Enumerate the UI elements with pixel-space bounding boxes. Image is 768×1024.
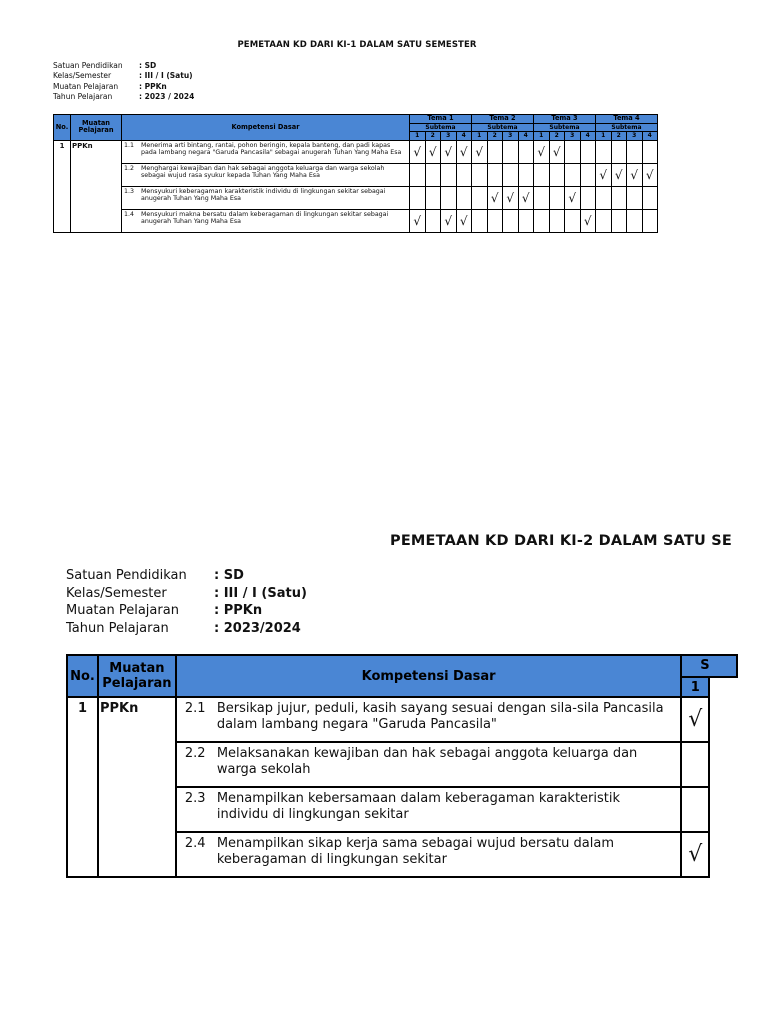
- header-subnum: 2: [611, 132, 627, 141]
- kompetensi-cell: [122, 209, 410, 232]
- checkmark-cell: √: [441, 209, 457, 232]
- row-number: 1: [54, 140, 71, 232]
- empty-cell: [456, 163, 472, 186]
- info-value: : PPKn: [214, 603, 263, 619]
- checkmark-cell: √: [534, 140, 550, 163]
- header-subnum: 1: [534, 132, 550, 141]
- kd-number: 2.2: [184, 746, 206, 761]
- header-subnum: 1: [472, 132, 488, 141]
- empty-cell: [681, 787, 709, 832]
- empty-cell: [580, 140, 596, 163]
- header-subnum: 3: [565, 132, 581, 141]
- info-label: Muatan Pelajaran: [53, 81, 119, 91]
- empty-cell: [611, 186, 627, 209]
- empty-cell: [611, 209, 627, 232]
- empty-cell: [503, 140, 519, 163]
- empty-cell: [580, 163, 596, 186]
- header-muatan: Muatan Pelajaran: [98, 655, 176, 697]
- kd-text: Menampilkan kebersamaan dalam keberagaman karakteristik individu di lingkungan sekitar: [216, 791, 621, 822]
- header-subtema: Subtema: [472, 123, 534, 132]
- kd-text: Menampilkan sikap kerja sama sebagai wujud bersatu dalam keberagaman di lingkungan sekitar: [216, 836, 615, 867]
- table-row: [54, 140, 658, 163]
- empty-cell: [487, 163, 503, 186]
- cutoff-cell: [709, 697, 737, 742]
- info-label: Tahun Pelajaran: [66, 621, 169, 637]
- info-value: : PPKn: [139, 81, 167, 91]
- kompetensi-cell: [122, 186, 410, 209]
- info-value: : SD: [139, 61, 157, 70]
- checkmark-cell: √: [681, 697, 709, 742]
- kd-text: Melaksanakan kewajiban dan hak sebagai anggota keluarga dan warga sekolah: [216, 746, 638, 777]
- header-no: No.: [67, 655, 98, 697]
- ki1-table: [53, 114, 658, 233]
- header-subtema: Subtema: [534, 123, 596, 132]
- kd-text: Mensyukuri makna bersatu dalam keberagaman di lingkungan sekitar sebagai anugerah Tuhan Yang Maha Esa: [141, 210, 389, 225]
- row-number: 1: [67, 697, 98, 877]
- empty-cell: [518, 209, 534, 232]
- checkmark-cell: √: [410, 209, 426, 232]
- kd-number: 2.1: [184, 701, 206, 716]
- empty-cell: [534, 209, 550, 232]
- empty-cell: [410, 186, 426, 209]
- header-cutoff: [709, 677, 737, 697]
- table-row: [54, 209, 658, 232]
- info-value: : SD: [214, 568, 244, 583]
- empty-cell: [596, 209, 612, 232]
- info-label: Satuan Pendidikan: [66, 568, 187, 583]
- header-kompetensi: Kompetensi Dasar: [122, 115, 410, 141]
- header-subnum: 2: [549, 132, 565, 141]
- header-subnum: 2: [487, 132, 503, 141]
- kd-number: 1.3: [124, 187, 135, 195]
- empty-cell: [627, 209, 643, 232]
- checkmark-cell: √: [580, 209, 596, 232]
- empty-cell: [503, 163, 519, 186]
- empty-cell: [627, 140, 643, 163]
- header-tema-4: Tema 4: [596, 115, 658, 124]
- header-subnum: 3: [503, 132, 519, 141]
- row-muatan: PPKn: [71, 140, 122, 232]
- info-value: : 2023 / 2024: [139, 91, 195, 101]
- info-row-tahun: [66, 620, 307, 638]
- cutoff-cell: [709, 787, 737, 832]
- header-no: No.: [54, 115, 71, 141]
- ki2-info-block: [66, 567, 307, 638]
- info-row-muatan: [66, 602, 307, 620]
- table-row: [54, 186, 658, 209]
- info-label: Kelas/Semester: [66, 585, 167, 601]
- empty-cell: [565, 209, 581, 232]
- empty-cell: [534, 163, 550, 186]
- empty-cell: [549, 163, 565, 186]
- info-value: : 2023/2024: [214, 621, 301, 637]
- table-row: [54, 163, 658, 186]
- checkmark-cell: √: [565, 186, 581, 209]
- empty-cell: [642, 209, 658, 232]
- info-row-tahun: [53, 92, 194, 102]
- kd-number: 1.2: [124, 164, 135, 172]
- empty-cell: [549, 209, 565, 232]
- empty-cell: [441, 163, 457, 186]
- checkmark-cell: √: [642, 163, 658, 186]
- empty-cell: [425, 163, 441, 186]
- header-subnum: 3: [441, 132, 457, 141]
- empty-cell: [596, 140, 612, 163]
- kompetensi-cell: [176, 787, 681, 832]
- info-label: Kelas/Semester: [53, 71, 112, 81]
- checkmark-cell: √: [549, 140, 565, 163]
- ki2-table-viewport: [66, 654, 738, 894]
- info-row-kelas: [53, 71, 194, 81]
- empty-cell: [596, 186, 612, 209]
- header-subnum: 1: [596, 132, 612, 141]
- info-row-kelas: [66, 585, 307, 603]
- header-subnum: 4: [456, 132, 472, 141]
- checkmark-cell: √: [503, 186, 519, 209]
- empty-cell: [425, 209, 441, 232]
- header-subnum: 4: [642, 132, 658, 141]
- empty-cell: [580, 186, 596, 209]
- empty-cell: [487, 209, 503, 232]
- header-subtema-partial: S: [681, 655, 737, 677]
- ki2-mapping-sheet: [0, 520, 768, 900]
- kompetensi-cell: [122, 163, 410, 186]
- checkmark-cell: √: [611, 163, 627, 186]
- kd-number: 2.3: [184, 791, 206, 806]
- empty-cell: [642, 186, 658, 209]
- checkmark-cell: √: [627, 163, 643, 186]
- header-tema-2: Tema 2: [472, 115, 534, 124]
- checkmark-cell: √: [410, 140, 426, 163]
- ki2-table: [66, 654, 738, 878]
- empty-cell: [681, 742, 709, 787]
- kd-text: Bersikap jujur, peduli, kasih sayang sesuai dengan sila-sila Pancasila dalam lambang negara "Garuda Pancasila": [216, 701, 664, 732]
- kompetensi-cell: [176, 742, 681, 787]
- header-subnum: 1: [410, 132, 426, 141]
- info-value: : III / I (Satu): [139, 71, 193, 81]
- empty-cell: [425, 186, 441, 209]
- checkmark-cell: √: [456, 209, 472, 232]
- ki1-title: PEMETAAN KD DARI KI-1 DALAM SATU SEMESTER: [237, 40, 477, 50]
- empty-cell: [456, 186, 472, 209]
- header-subtema: Subtema: [596, 123, 658, 132]
- checkmark-cell: √: [518, 186, 534, 209]
- empty-cell: [518, 163, 534, 186]
- header-subtema: Subtema: [410, 123, 472, 132]
- empty-cell: [627, 186, 643, 209]
- header-subnum: 2: [425, 132, 441, 141]
- empty-cell: [410, 163, 426, 186]
- empty-cell: [611, 140, 627, 163]
- header-subnum: 4: [518, 132, 534, 141]
- empty-cell: [472, 209, 488, 232]
- kompetensi-cell: [176, 832, 681, 877]
- header-subnum: 4: [580, 132, 596, 141]
- empty-cell: [518, 140, 534, 163]
- header-subnum: 3: [627, 132, 643, 141]
- checkmark-cell: √: [681, 832, 709, 877]
- checkmark-cell: √: [441, 140, 457, 163]
- info-label: Satuan Pendidikan: [53, 61, 123, 70]
- header-kompetensi: Kompetensi Dasar: [176, 655, 681, 697]
- checkmark-cell: √: [456, 140, 472, 163]
- checkmark-cell: √: [487, 186, 503, 209]
- info-row-muatan: [53, 82, 194, 92]
- table-row: [67, 697, 737, 742]
- ki1-info-block: [53, 61, 194, 102]
- ki2-title: PEMETAAN KD DARI KI-2 DALAM SATU SE: [390, 533, 733, 549]
- empty-cell: [565, 140, 581, 163]
- cutoff-cell: [709, 832, 737, 877]
- row-muatan: PPKn: [98, 697, 176, 877]
- cutoff-cell: [709, 742, 737, 787]
- info-label: Muatan Pelajaran: [66, 603, 179, 619]
- empty-cell: [441, 186, 457, 209]
- empty-cell: [549, 186, 565, 209]
- info-row-satuan: [53, 61, 194, 71]
- info-label: Tahun Pelajaran: [53, 91, 113, 101]
- kd-text: Menghargai kewajiban dan hak sebagai anggota keluarga dan warga sekolah sebagai wujud rasa syukur kepada Tuhan Yang Maha Esa: [141, 164, 385, 179]
- kd-number: 1.4: [124, 210, 135, 218]
- empty-cell: [534, 186, 550, 209]
- kd-text: Menerima arti bintang, rantai, pohon beringin, kepala banteng, dan padi kapas pada lambang negara "Garuda Pancasila" sebagai anugerah Tuhan Yang Maha Esa: [141, 141, 402, 156]
- checkmark-cell: √: [596, 163, 612, 186]
- header-muatan: Muatan Pelajaran: [71, 115, 122, 141]
- info-row-satuan: [66, 567, 307, 585]
- checkmark-cell: √: [425, 140, 441, 163]
- empty-cell: [642, 140, 658, 163]
- ki1-mapping-sheet: [0, 0, 768, 300]
- kd-number: 2.4: [184, 836, 206, 851]
- empty-cell: [565, 163, 581, 186]
- empty-cell: [503, 209, 519, 232]
- kd-number: 1.1: [124, 141, 135, 149]
- kd-text: Mensyukuri keberagaman karakteristik individu di lingkungan sekitar sebagai anugerah Tuhan Yang Maha Esa: [141, 187, 386, 202]
- info-value: : III / I (Satu): [214, 585, 307, 601]
- checkmark-cell: √: [472, 140, 488, 163]
- header-tema-3: Tema 3: [534, 115, 596, 124]
- empty-cell: [472, 163, 488, 186]
- empty-cell: [487, 140, 503, 163]
- kompetensi-cell: [122, 140, 410, 163]
- kompetensi-cell: [176, 697, 681, 742]
- header-subnum-1: 1: [681, 677, 709, 697]
- empty-cell: [472, 186, 488, 209]
- header-tema-1: Tema 1: [410, 115, 472, 124]
